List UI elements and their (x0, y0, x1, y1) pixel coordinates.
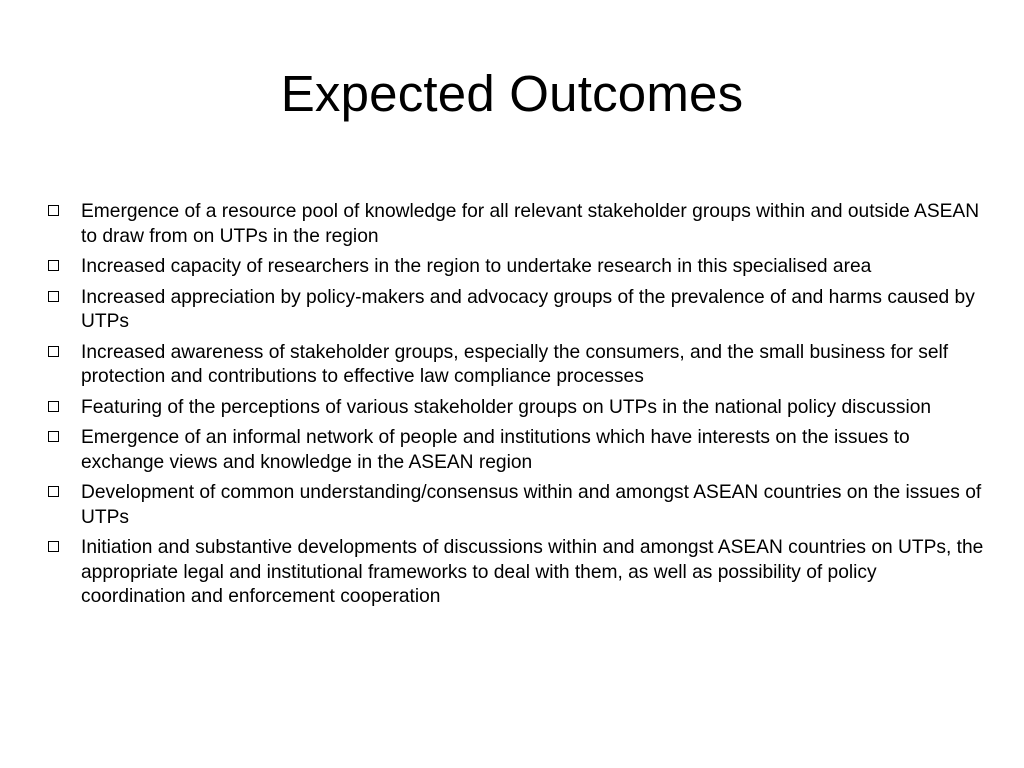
list-item (44, 426, 984, 475)
list-item-text: Development of common understanding/consensus within and amongst ASEAN countries on the issues of UTPs (81, 482, 982, 528)
list-item (44, 255, 984, 280)
list-item-text: Initiation and substantive developments of discussions within and amongst ASEAN countries on UTPs, the appropriate legal and institutional frameworks to deal with them, as well as possibility of policy coordination and enforcement cooperation (81, 537, 984, 607)
empty-square-bullet-icon (48, 541, 59, 552)
slide-title: Expected Outcomes (280, 65, 744, 122)
empty-square-bullet-icon (48, 205, 59, 216)
list-item-text: Emergence of a resource pool of knowledge for all relevant stakeholder groups within and outside ASEAN to draw from on UTPs in the region (81, 201, 980, 247)
list-item (44, 200, 984, 249)
list-item-text: Emergence of an informal network of people and institutions which have interests on the issues to exchange views and knowledge in the ASEAN region (81, 427, 910, 473)
empty-square-bullet-icon (48, 346, 59, 357)
empty-square-bullet-icon (48, 431, 59, 442)
outcomes-list (44, 200, 984, 616)
list-item-text: Increased awareness of stakeholder groups, especially the consumers, and the small business for self protection and contributions to effective law compliance processes (81, 341, 949, 387)
list-item (44, 481, 984, 530)
empty-square-bullet-icon (48, 486, 59, 497)
empty-square-bullet-icon (48, 260, 59, 271)
list-item-text: Increased capacity of researchers in the region to undertake research in this specialised area (81, 256, 872, 277)
empty-square-bullet-icon (48, 291, 59, 302)
empty-square-bullet-icon (48, 401, 59, 412)
list-item (44, 396, 984, 421)
list-item (44, 536, 984, 610)
list-item (44, 341, 984, 390)
list-item-text: Increased appreciation by policy-makers and advocacy groups of the prevalence of and harms caused by UTPs (81, 286, 975, 332)
list-item-text: Featuring of the perceptions of various stakeholder groups on UTPs in the national policy discussion (81, 396, 932, 418)
list-item (44, 286, 984, 335)
